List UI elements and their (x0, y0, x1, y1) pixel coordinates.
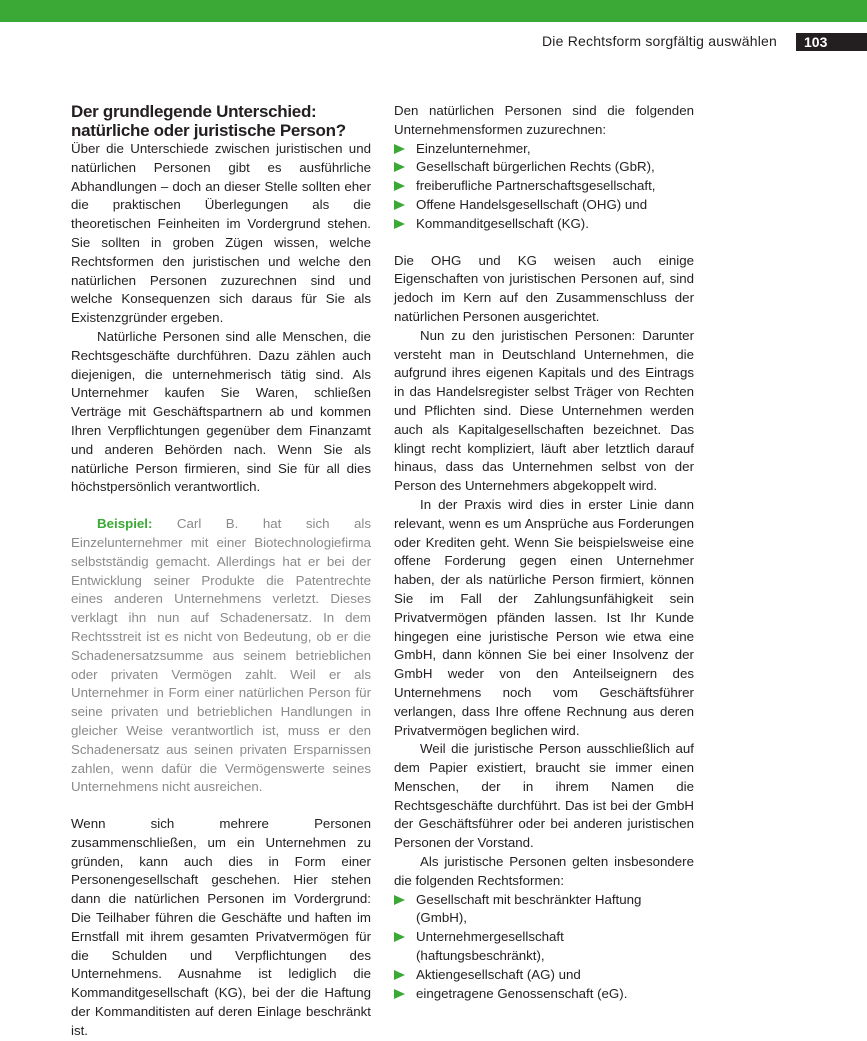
running-title: Die Rechtsform sorgfältig auswählen (542, 33, 777, 49)
page-number: 103 (796, 33, 867, 51)
list-item: Gesellschaft mit beschränkter Haftung (GmbH), (394, 891, 694, 929)
list-item: Offene Handelsgesellschaft (OHG) und (394, 196, 694, 215)
triangle-bullet-icon (394, 970, 405, 980)
triangle-bullet-icon (394, 932, 405, 942)
triangle-bullet-icon (394, 219, 405, 229)
list-item: Aktiengesellschaft (AG) und (394, 966, 694, 985)
left-column (71, 102, 371, 1041)
list-item: eingetragene Genossenschaft (eG). (394, 985, 694, 1004)
paragraph-practice: In der Praxis wird dies in erster Linie dann relevant, wenn es um Ansprüche aus Forderungen oder Krediten geht. Wenn Sie beispielsweise eine offene Forderung gegen einen Unternehmer haben, der als natürliche Person firmiert, können Sie im Fall der Zahlungsunfähigkeit sein Privatvermögen pfänden lassen. Ist Ihr Kunde hingegen eine juristische Person wie etwa eine GmbH, dann können Sie bei einer Insolvenz der GmbH weder von den Anteilseignern des Unternehmens noch vom Geschäftsführer verlangen, dass Ihre offene Rechnung aus deren Privatvermögen beglichen wird. (394, 496, 694, 738)
list-item: Unternehmergesellschaft (haftungsbeschränkt), (394, 928, 694, 966)
paragraph-partnerships: Wenn sich mehrere Personen zusammenschließen, um ein Unternehmen zu gründen, kann auch dies in Form einer Personengesellschaft geschehen. Hier stehen dann die natürlichen Personen im Vordergrund: Die Teilhaber führen die Geschäfte und haften im Ernstfall mit ihrem gesamten Privatvermögen für die Schulden und Verpflichtungen des Unternehmens. Ausnahme ist lediglich die Kommanditgesellschaft (KG), bei der die Haftung der Kommanditisten auf deren Einlage beschränkt ist. (71, 816, 371, 1038)
section-heading (71, 102, 371, 140)
right-column (394, 102, 694, 1003)
natural-forms-list (394, 140, 694, 234)
paragraph-natural-forms-intro: Den natürlichen Personen sind die folgenden Unternehmensformen zuzurechnen: (394, 103, 694, 137)
heading-line-1: Der grundlegende Unterschied: (71, 102, 317, 121)
top-accent-bar (0, 0, 867, 22)
list-item: Kommanditgesellschaft (KG). (394, 215, 694, 234)
triangle-bullet-icon (394, 895, 405, 905)
example-box (71, 515, 371, 797)
list-item: Einzelunternehmer, (394, 140, 694, 159)
triangle-bullet-icon (394, 162, 405, 172)
example-text: Carl B. hat sich als Einzelunternehmer mit einer Biotechnologiefirma selbstständig gemacht. Allerdings hat er bei der Entwicklung seiner Produkte die Patentrechte eines anderen Unternehmens verletzt. Dieses verklagt ihn nun auf Schadenersatz. In dem Rechtsstreit ist es nicht von Bedeutung, ob er die Schadenersatzsumme aus seinem betrieblichen oder privaten Vermögen zahlt. Weil er als Unternehmer in Form einer natürlichen Person für seine privaten und betrieblichen Handlungen in gleicher Weise verantwortlich ist, muss er den Schadenersatz aus seinen privaten Ersparnissen zahlen, wenn dafür die Vermögenswerte seines Unternehmens nicht ausreichen. (71, 516, 371, 795)
triangle-bullet-icon (394, 200, 405, 210)
triangle-bullet-icon (394, 989, 405, 999)
triangle-bullet-icon (394, 181, 405, 191)
example-label: Beispiel: (97, 516, 153, 532)
paragraph-intro: Über die Unterschiede zwischen juristischen und natürlichen Personen gibt es ausführliche Abhandlungen – doch an dieser Stelle sollten eher die praktischen Überlegungen als die theoretischen Feinheiten im Vordergrund stehen. Sie sollten in groben Zügen wissen, welche Rechtsformen den juristischen und welche den natürlichen Personen zuzurechnen sind und welche Konsequenzen sich daraus für Sie als Existenzgründer ergeben. (71, 141, 371, 326)
paragraph-existence: Weil die juristische Person ausschließlich auf dem Papier existiert, braucht sie immer einen Menschen, der in ihrem Namen die Rechtsgeschäfte durchführt. Das ist bei der GmbH der Geschäftsführer oder bei anderen juristischen Personen der Vorstand. (394, 741, 694, 851)
legal-forms-list (394, 891, 694, 1004)
list-item: freiberufliche Partnerschaftsgesellschaft, (394, 177, 694, 196)
heading-line-2: natürliche oder juristische Person? (71, 121, 346, 140)
list-item: Gesellschaft bürgerlichen Rechts (GbR), (394, 158, 694, 177)
triangle-bullet-icon (394, 144, 405, 154)
paragraph-ohg-kg: Die OHG und KG weisen auch einige Eigenschaften von juristischen Personen auf, sind jedoch im Kern auf den Zusammenschluss der natürlichen Personen ausgerichtet. (394, 252, 694, 324)
paragraph-legal-persons: Nun zu den juristischen Personen: Darunter versteht man in Deutschland Unternehmen, die aufgrund ihres eigenen Kapitals und des Eintrags in das Handelsregister selbst Träger von Rechten und Pflichten sind. Diese Unternehmen werden auch als Kapitalgesellschaften bezeichnet. Das klingt recht kompliziert, läuft aber letztlich darauf hinaus, dass das Unternehmen selbst von der Person des Unternehmers abgekoppelt wird. (394, 327, 694, 494)
paragraph-natural-persons: Natürliche Personen sind alle Menschen, die Rechtsgeschäfte durchführen. Dazu zählen auch diejenigen, die unternehmerisch tätig sind. Als Unternehmer kaufen Sie Waren, schließen Verträge mit Geschäftspartnern ab und kommen Ihren Verpflichtungen gegenüber dem Finanzamt und anderen Behörden nach. Wenn Sie als natürliche Person firmieren, sind Sie für all dies höchstpersönlich verantwortlich. (71, 328, 371, 495)
paragraph-legal-forms-intro: Als juristische Personen gelten insbesondere die folgenden Rechtsformen: (394, 854, 694, 888)
